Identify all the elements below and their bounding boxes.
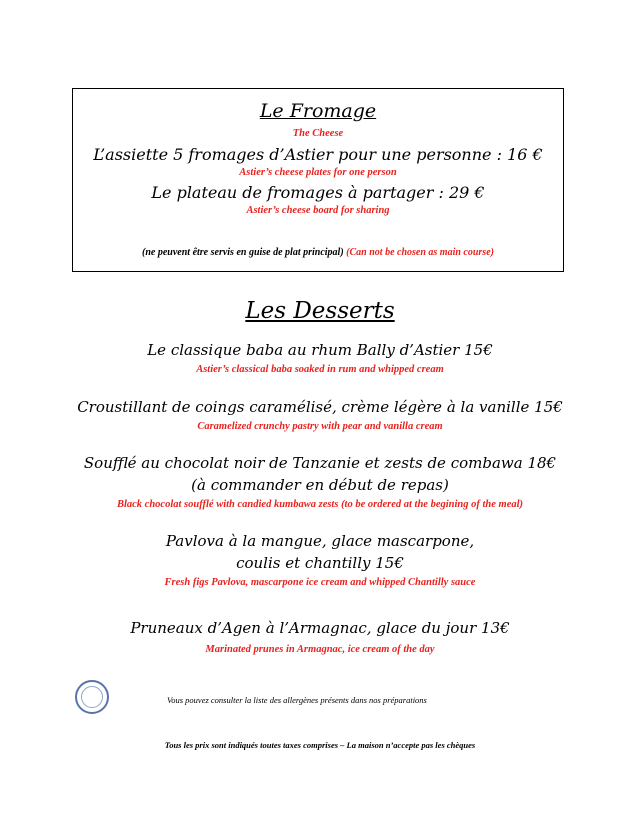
cheese-section — [72, 88, 564, 272]
dessert-name: Croustillant de coings caramélisé, crème légère à la vanille 15€ — [77, 398, 563, 416]
cheese-note — [73, 247, 563, 258]
prices-notice: Tous les prix sont indiqués toutes taxes comprises – La maison n’accepte pas les chèques — [164, 740, 476, 750]
dessert-item — [0, 452, 640, 512]
cheese-plate-item: L’assiette 5 fromages d’Astier pour une personne : 16 € — [93, 145, 543, 164]
dessert-translation: Caramelized crunchy pastry with pear and vanilla cream — [197, 421, 443, 432]
cheese-title: Le Fromage — [259, 100, 377, 122]
cheese-subtitle: The Cheese — [292, 128, 344, 139]
dessert-item — [0, 396, 640, 434]
dessert-name: Soufflé au chocolat noir de Tanzanie et zests de combawa 18€ — [83, 454, 557, 472]
dessert-item — [0, 617, 640, 657]
dessert-translation: Black chocolat soufflé with candied kumbawa zests (to be ordered at the begining of the meal) — [116, 499, 524, 510]
desserts-title: Les Desserts — [245, 298, 395, 324]
dessert-name-line2: (à commander en début de repas) — [191, 476, 449, 494]
restaurant-seal-icon — [75, 680, 109, 714]
seal-inner-ring — [81, 686, 103, 708]
dessert-translation: Astier’s classical baba soaked in rum and whipped cream — [196, 364, 444, 375]
dessert-translation: Marinated prunes in Armagnac, ice cream of the day — [205, 644, 435, 655]
desserts-heading — [0, 296, 640, 326]
cheese-plate-translation: Astier’s cheese plates for one person — [239, 167, 397, 178]
dessert-name: Pruneaux d’Agen à l’Armagnac, glace du jour 13€ — [130, 619, 510, 637]
dessert-translation: Fresh figs Pavlova, mascarpone ice cream and whipped Chantilly sauce — [164, 577, 476, 588]
cheese-board-item: Le plateau de fromages à partager : 29 € — [151, 183, 485, 202]
dessert-item — [0, 530, 640, 590]
dessert-item — [0, 339, 640, 377]
cheese-board-translation: Astier’s cheese board for sharing — [246, 205, 390, 216]
dessert-name: Pavlova à la mangue, glace mascarpone, — [165, 532, 475, 550]
cheese-note-en: (Can not be chosen as main course) — [346, 247, 494, 258]
dessert-name-line2: coulis et chantilly 15€ — [236, 554, 404, 572]
cheese-note-fr: (ne peuvent être servis en guise de plat principal) — [142, 247, 344, 258]
dessert-name: Le classique baba au rhum Bally d’Astier 15€ — [147, 341, 493, 359]
allergen-notice: Vous pouvez consulter la liste des allergènes présents dans nos préparations — [167, 695, 427, 705]
